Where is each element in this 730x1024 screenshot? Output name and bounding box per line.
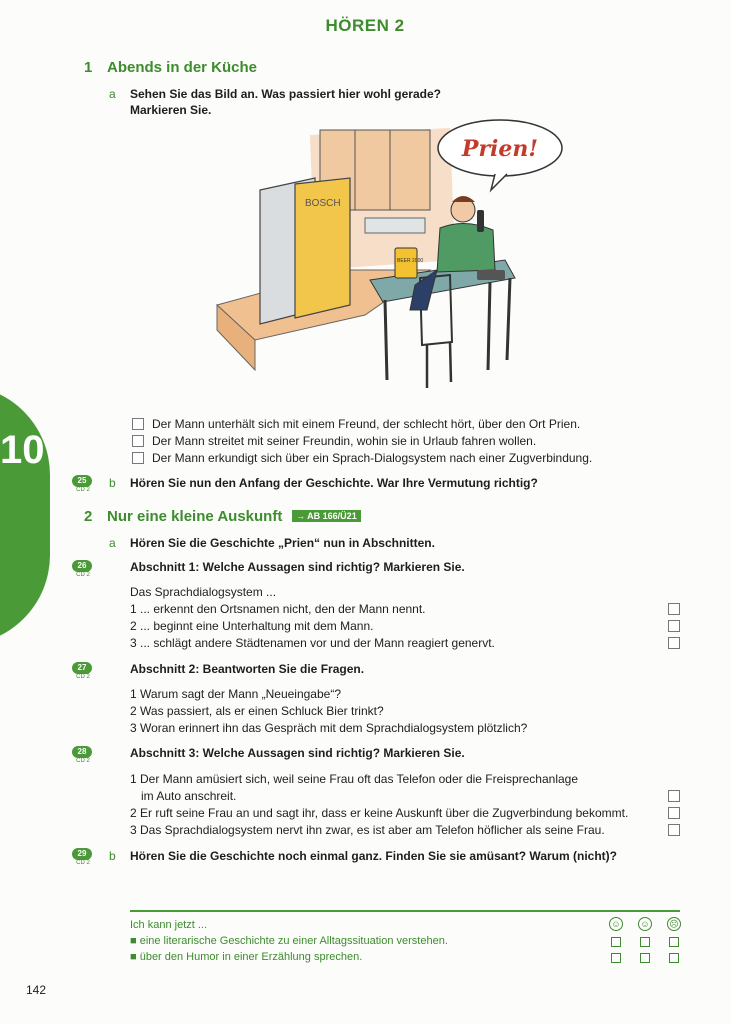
part2-title: Abschnitt 2: Beantworten Sie die Fragen.: [130, 662, 365, 676]
part2-item1: 1 Warum sagt der Mann „Neueingabe“?: [130, 687, 341, 701]
can-do-item1-happy-checkbox[interactable]: [611, 937, 621, 947]
cd-icon: 26: [72, 560, 92, 572]
part3-item3: 3 Das Sprachdialogsystem nervt ihn zwar, es ist aber am Telefon höflicher als seine Frau.: [130, 823, 605, 837]
section1-title: Abends in der Küche: [107, 59, 258, 76]
part1-item3-checkbox[interactable]: [668, 637, 680, 649]
can-do-item1-sad-checkbox[interactable]: [669, 937, 679, 947]
fridge-brand-text: BOSCH: [305, 198, 341, 209]
option3-text: Der Mann erkundigt sich über ein Sprach-Dialogsystem nach einer Zugverbindung.: [152, 451, 593, 465]
cd-track-26: 26 CD 2: [72, 560, 94, 579]
smiley-happy-icon: ☺: [609, 917, 623, 931]
section1-a-instruction-line1: Sehen Sie das Bild an. Was passiert hier wohl gerade?: [130, 87, 441, 101]
can-do-item1: ■ eine literarische Geschichte zu einer Alltagssituation verstehen.: [130, 935, 448, 947]
can-do-title: Ich kann jetzt ...: [130, 919, 208, 931]
ab-reference-badge: → AB 166/Ü21: [292, 510, 361, 522]
option2-checkbox[interactable]: [132, 435, 144, 447]
can-do-item2: ■ über den Humor in einer Erzählung sprechen.: [130, 951, 363, 963]
part1-item1-checkbox[interactable]: [668, 603, 680, 615]
part2-item3: 3 Woran erinnert ihn das Gespräch mit dem Sprachdialogsystem plötzlich?: [130, 721, 528, 735]
part3-item1-line1: 1 Der Mann amüsiert sich, weil seine Frau oft das Telefon oder die Freisprechanlage: [130, 772, 579, 786]
part1-title: Abschnitt 1: Welche Aussagen sind richtig? Markieren Sie.: [130, 560, 465, 574]
part3-item1-line2: im Auto anschreit.: [141, 789, 237, 803]
kitchen-illustration: [215, 110, 585, 395]
cd-track-25: 25 CD 2: [72, 475, 94, 494]
can-do-item1-neutral-checkbox[interactable]: [640, 937, 650, 947]
can-do-item2-happy-checkbox[interactable]: [611, 953, 621, 963]
option2-text: Der Mann streitet mit seiner Freundin, wohin sie in Urlaub fahren wollen.: [152, 434, 537, 448]
section2-a-instruction: Hören Sie die Geschichte „Prien“ nun in Abschnitten.: [130, 536, 435, 550]
section1-a-letter: a: [109, 87, 116, 101]
chapter-number: 10: [0, 428, 45, 472]
part3-item2: 2 Er ruft seine Frau an und sagt ihr, dass er keine Auskunft über die Zugverbindung bekommt.: [130, 806, 629, 820]
section1-a-instruction-line2: Markieren Sie.: [130, 103, 212, 117]
part2-item2: 2 Was passiert, als er einen Schluck Bier trinkt?: [130, 704, 384, 718]
part1-item2-checkbox[interactable]: [668, 620, 680, 632]
speech-bubble-text: Prien!: [461, 136, 539, 162]
section1-b-instruction: Hören Sie nun den Anfang der Geschichte. War Ihre Vermutung richtig?: [130, 476, 538, 490]
cd-icon: 25: [72, 475, 92, 487]
part1-item1: 1 ... erkennt den Ortsnamen nicht, den der Mann nennt.: [130, 602, 426, 616]
section2-b-instruction: Hören Sie die Geschichte noch einmal ganz. Finden Sie sie amüsant? Warum (nicht)?: [130, 849, 617, 863]
can-do-item2-sad-checkbox[interactable]: [669, 953, 679, 963]
part1-intro: Das Sprachdialogsystem ...: [130, 585, 277, 599]
cd-track-29: 29 CD 2: [72, 848, 94, 867]
cd-track-28: 28 CD 2: [72, 746, 94, 765]
cd-icon: 29: [72, 848, 92, 860]
option1-text: Der Mann unterhält sich mit einem Freund, der schlecht hört, über den Ort Prien.: [152, 417, 581, 431]
mug-label-text: BEER 2000: [397, 258, 424, 264]
chapter-side-tab: [0, 385, 50, 645]
section1-number: 1: [84, 59, 93, 76]
option1-checkbox[interactable]: [132, 418, 144, 430]
part1-item3: 3 ... schlägt andere Städtenamen vor und der Mann reagiert genervt.: [130, 636, 495, 650]
section2-a-letter: a: [109, 536, 116, 550]
smiley-neutral-icon: ☺: [638, 917, 652, 931]
page-header: HÖREN 2: [325, 16, 405, 35]
cd-track-27: 27 CD 2: [72, 662, 94, 681]
option3-checkbox[interactable]: [132, 452, 144, 464]
section2-b-letter: b: [109, 849, 116, 863]
cd-icon: 27: [72, 662, 92, 674]
part3-item1-checkbox[interactable]: [668, 790, 680, 802]
page-number: 142: [26, 983, 47, 997]
part1-item2: 2 ... beginnt eine Unterhaltung mit dem Mann.: [130, 619, 374, 633]
can-do-divider: [130, 910, 680, 912]
section2-number: 2: [84, 508, 93, 525]
section1-b-letter: b: [109, 476, 116, 490]
part3-title: Abschnitt 3: Welche Aussagen sind richtig? Markieren Sie.: [130, 746, 465, 760]
smiley-sad-icon: ☹: [667, 917, 681, 931]
section2-title: Nur eine kleine Auskunft: [107, 508, 283, 525]
part3-item2-checkbox[interactable]: [668, 807, 680, 819]
can-do-item2-neutral-checkbox[interactable]: [640, 953, 650, 963]
part3-item3-checkbox[interactable]: [668, 824, 680, 836]
cd-icon: 28: [72, 746, 92, 758]
